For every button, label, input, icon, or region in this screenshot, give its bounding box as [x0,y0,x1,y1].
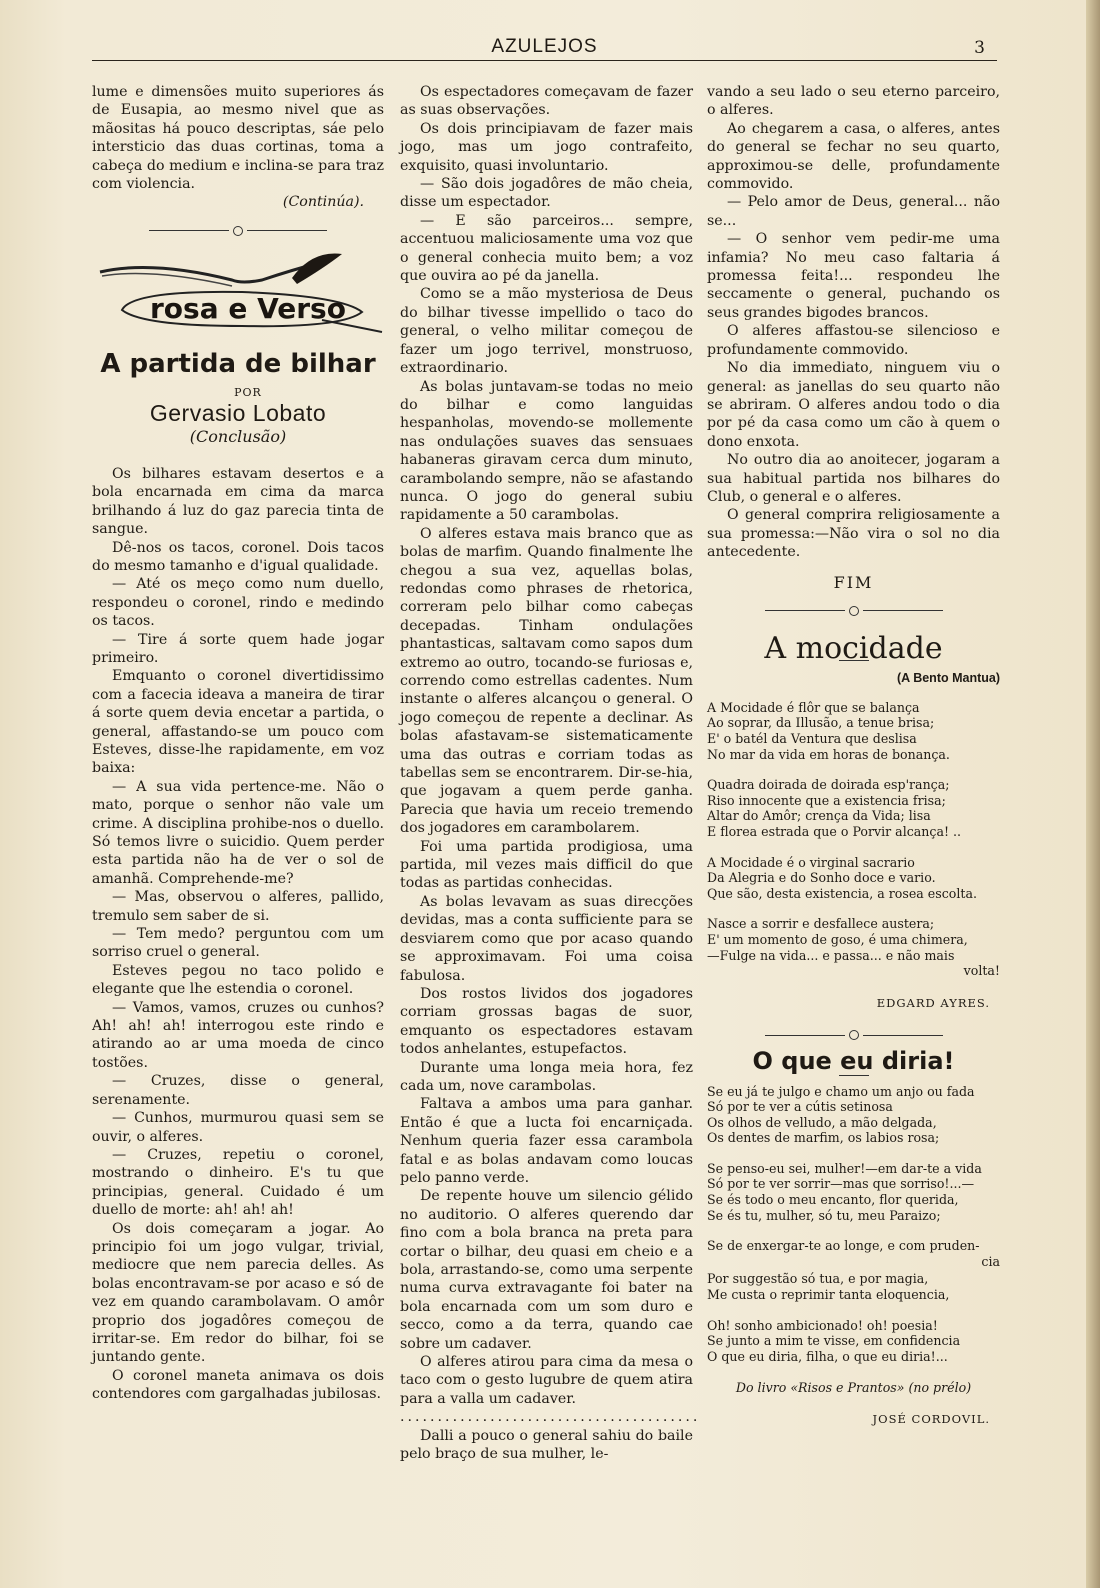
poem-line: E florea estrada que o Porvir alcança! .. [707,823,962,839]
poem-line-continuation: cia [981,1253,1000,1269]
poem-line: Se eu já te julgo e chamo um anjo ou fada [707,1083,975,1099]
story-paragraph: Esteves pegou no taco polido e elegante que lhe estendia o coronel. [92,962,384,998]
poem-line: Nasce a sorrir e desfallece austera; [707,916,935,932]
poem-line: Os olhos de velludo, a mão delgada, [707,1114,937,1130]
header-rule [92,60,997,61]
poem-line: Se de enxergar-te ao longe, e com pruden- [707,1238,980,1254]
story-paragraph: — Até os meço como num duello, respondeu o coronel, rindo e medindo os tacos. [92,576,384,630]
poem-line: Se és todo o meu encanto, flor querida, [707,1192,959,1208]
story-paragraph: — Cruzes, repetiu o coronel, mostrando o dinheiro. E's tu que principias, general. Cuidado é um duello de morte: ah! ah! ah! [92,1146,384,1219]
end-label: FIM [833,572,874,592]
poem-line: E' um momento de goso, é uma chimera, [707,931,968,947]
story-paragraph: — Vamos, vamos, cruzes ou cunhos? Ah! ah! ah! interrogou este rindo e atirando ao ar uma moeda de cinco tostões. [92,999,384,1071]
conclusion-label: (Conclusão) [189,427,287,447]
poem-line: Ao soprar, da Illusão, a tenue brisa; [707,715,935,731]
story-paragraph: Foi uma partida prodigiosa, uma partida, mil vezes mais difficil do que todas as partidas conhecidas. [400,838,693,892]
story-paragraph: Os bilhares estavam desertos e a bola encarnada em cima da marca brilhando á luz do gaz parecia tinta de sangue. [92,465,384,538]
poem-stanza [707,777,1000,839]
section-ornament [707,1026,1000,1038]
poem-stanza [707,916,1000,978]
poem-line: Que são, desta existencia, a rosea escolta. [707,885,977,901]
column-3 [707,83,1000,1442]
poem-stanza [707,1271,1000,1302]
publication-title: AZULEJOS [491,36,598,57]
poem-line: Os dentes de marfim, os labios rosa; [707,1130,940,1146]
story-paragraph: O coronel maneta animava os dois contendores com gargalhadas jubilosas. [92,1367,384,1403]
page-spine [1086,0,1100,1588]
poem-source: Do livro «Risos e Prantos» (no prélo) [735,1380,972,1396]
page-number: 3 [974,38,985,58]
story-paragraph: — O senhor vem pedir-me uma infamia? No meu caso faltaria á promessa feita!... respondeu lhe seccamente o general, puchando os seus grandes bigodes brancos. [707,231,1000,321]
story-paragraph: No outro dia ao anoitecer, jogaram a sua habitual partida nos bilhares do Club, o general e o alferes. [707,452,1000,505]
column-1 [92,83,384,1404]
poem-line: E' o batél da Ventura que deslisa [707,730,917,746]
poem-stanza [707,700,1000,762]
poem-line: Me custa o reprimir tanta eloquencia, [707,1287,950,1303]
story-paragraph: Durante uma longa meia hora, fez cada um, nove carambolas. [400,1059,693,1094]
poem-dedication: (A Bento Mantua) [897,671,1000,686]
story-paragraph: Os dois principiavam de fazer mais jogo, mas um jogo contrafeito, exquisito, quasi involuntario. [400,120,693,174]
story-paragraph: Ao chegarem a casa, o alferes, antes do general se fechar no seu quarto, approximou-se delle, profundamente commovido. [707,120,1000,193]
story-paragraph: Como se a mão mysteriosa de Deus do bilhar tivesse impellido o taco do general, o velho militar começou de fazer um jogo terrivel, monstruoso, extraordinario. [400,286,693,377]
story-paragraph: — Tem medo? perguntou com um sorriso cruel o general. [92,926,384,961]
section-ornament [707,602,1000,614]
poem-stanza [707,1084,1000,1146]
poem-line: A Mocidade é o virginal sacrario [707,854,915,870]
story-paragraph: As bolas juntavam-se todas no meio do bilhar e como languidas hespanholas, movendo-se mollemente nas ondulações suaves das sensuaes habaneras giravam cerca dum minuto, carambolando sempre, não se afastando nunca. O jogo do general subiu rapidamente a 50 carambolas. [400,378,693,524]
story-title: A partida de bilhar [100,349,376,380]
story-paragraph: — E são parceiros... sempre, accentuou maliciosamente uma voz que o general conhecia muito bem; a voz que ouvira ao pé da janella. [400,212,693,285]
story-paragraph: Faltava a ambos uma para ganhar. Então é que a lucta foi encarniçada. Nenhum queria fazer essa carambola fatal e as bolas andavam como loucas pelo panno verde. [400,1096,693,1186]
story-paragraph: Os espectadores começavam de fazer as suas observações. [400,84,693,119]
poem-stanza [707,1161,1000,1223]
story-author: Gervasio Lobato [149,400,327,427]
poem-line: Da Alegria e do Sonho doce e vario. [707,870,936,886]
poem-line: No mar da vida em horas de bonança. [707,746,950,762]
story-paragraph: O alferes estava mais branco que as bolas de marfim. Quando finalmente lhe chegou a sua vez, aquellas bolas, redondas como phrases de rhetorica, correram pelo bilhar como cabeças decepadas. Tinham ondulações phantasticas, saltavam como sapos dum extremo ao outro, tocando-se furiosas e, correndo como estrellas cadentes. Num instante o alferes alcançou o general. O jogo começou de repente a declinar. As bolas afastavam-se sistematicamente uma das outras e corriam todas as tabellas sem se encontrarem. Dir-se-hia, que jogavam a quem perde ganha. Parecia que havia um receio tremendo dos jogadores em carambolarem. [400,525,693,837]
story-paragraph: Dos rostos lividos dos jogadores corriam grossas bagas de suor, emquanto os espectadores estavam todos anhelantes, estupefactos. [400,985,693,1058]
section-ornament [92,222,384,234]
by-label: POR [234,385,262,399]
poem-line: Só por te ver sorrir—mas que sorriso!...— [707,1176,975,1192]
story-paragraph: O general comprira religiosamente a sua promessa:—Não vira o sol no dia antecedente. [707,507,1000,561]
poem-stanza [707,1238,1000,1269]
poem-stanza [707,1318,1000,1365]
story-paragraph: O alferes atirou para cima da mesa o taco com o gesto lugubre de quem atira para a valla um cadaver. [400,1354,693,1407]
story-paragraph: — Mas, observou o alferes, pallido, tremulo sem saber de si. [92,889,384,924]
poem-line: —Fulge na vida... e passa... e não mais [707,947,955,963]
poem-signature: EDGARD AYRES. [876,995,990,1010]
story-paragraph: Dalli a pouco o general sahiu do baile pelo braço de sua mulher, le- [400,1427,693,1463]
poem-line: Só por te ver a cútis setinosa [707,1099,893,1115]
story-paragraph: As bolas levavam as suas direcções devidas, mas a conta sufficiente para se desviarem como que por acaso quando se approximavam. Foi uma coisa fabulosa. [400,893,693,984]
poem-signature: JOSÉ CORDOVIL. [872,1411,990,1426]
page-header [92,34,997,64]
poem-line: O que eu diria, filha, o que eu diria!... [707,1348,948,1364]
story-paragraph: — Cunhos, murmurou quasi sem se ouvir, o alferes. [92,1110,384,1145]
poem-line-continuation: volta! [963,963,1000,979]
poem-line: Altar do Amôr; crença da Vida; lisa [707,808,931,824]
story-paragraph: — São dois jogadôres de mão cheia, disse um espectador. [400,176,693,211]
story-paragraph: Os dois começaram a jogar. Ao principio foi um jogo vulgar, trivial, mediocre que nem parecia delles. As bolas encontravam-se por acaso e só de vez em quando carambolavam. O amôr proprio dos jogadôres começou de irritar-se. Em redor do bilhar, foi se juntando gente. [92,1220,384,1366]
poem-line: A Mocidade é flôr que se balança [707,699,920,715]
logo-text: rosa e Verso [150,291,346,325]
poem-body [707,1084,1000,1365]
story-paragraph: Dê-nos os tacos, coronel. Dois tacos do mesmo tamanho e d'igual qualidade. [92,539,384,574]
poem-line: Se junto a mim te visse, em confidencia [707,1333,961,1349]
poem-body [707,700,1000,979]
story-paragraph: — A sua vida pertence-me. Não o mato, porque o senhor não vale um crime. A disciplina prohibe-nos o duello. Só temos livre o suicidio. Quem perder esta partida não ha de ver o sol de amanhã. Comprehende-me? [92,778,384,887]
story-paragraph: De repente houve um silencio gélido no auditorio. O alferes querendo dar fino com a bola branca na preta para cortar o bilhar, deu quasi em cheio e a bola, arrastando-se, como uma serpente numa curva extravagante foi bater na bola encarnada com um som duro e secco, como a da terra, quando cae sobre um cadaver. [400,1188,693,1352]
story-paragraph: — Tire á sorte quem hade jogar primeiro. [92,631,384,666]
poem-title: A mocidade [764,630,943,666]
intro-paragraph: lume e dimensões muito superiores ás de Eusapia, ao mesmo nivel que as mãositas há pouco descriptas, sáe pelo intersticio das duas cortinas, toma a cabeça do medium e inclina-se para traz com violencia. [92,84,384,193]
story-paragraph: — Cruzes, disse o general, serenamente. [92,1073,384,1108]
poem-line: Oh! sonho ambicionado! oh! poesia! [707,1317,938,1333]
poem-stanza [707,855,1000,902]
story-paragraph: vando a seu lado o seu eterno parceiro, o alferes. [707,84,1000,119]
story-paragraph: No dia immediato, ninguem viu o general: as janellas do seu quarto não se abriram. O alferes andou todo o dia por pé da casa como um cão à quem o dono enxota. [707,360,1000,450]
poem-line: Riso innocente que a existencia frisa; [707,792,946,808]
story-paragraph: — Pelo amor de Deus, general... não se... [707,194,1000,229]
column-2 [400,83,701,1463]
poem-line: Se penso-eu sei, mulher!—em dar-te a vida [707,1160,982,1176]
story-paragraph: Emquanto o coronel divertidissimo com a facecia ideava a maneira de tirar á sorte quem devia encetar a partida, o general, affastando-se um pouco com Esteves, disse-lhe rapidamente, em voz baixa: [92,668,384,777]
poem-line: Quadra doirada de doirada esp'rança; [707,777,950,793]
poem-line: Por suggestão só tua, e por magia, [707,1271,929,1287]
continua-label: (Continúa). [282,194,364,211]
poem-line: Se és tu, mulher, só tu, meu Paraizo; [707,1207,941,1223]
prosa-e-verso-logo [92,250,384,340]
dotted-separator: ........................................ [400,1409,701,1426]
poem-title: O que eu diria! [752,1047,955,1076]
story-paragraph: O alferes affastou-se silencioso e profundamente commovido. [707,323,1000,358]
